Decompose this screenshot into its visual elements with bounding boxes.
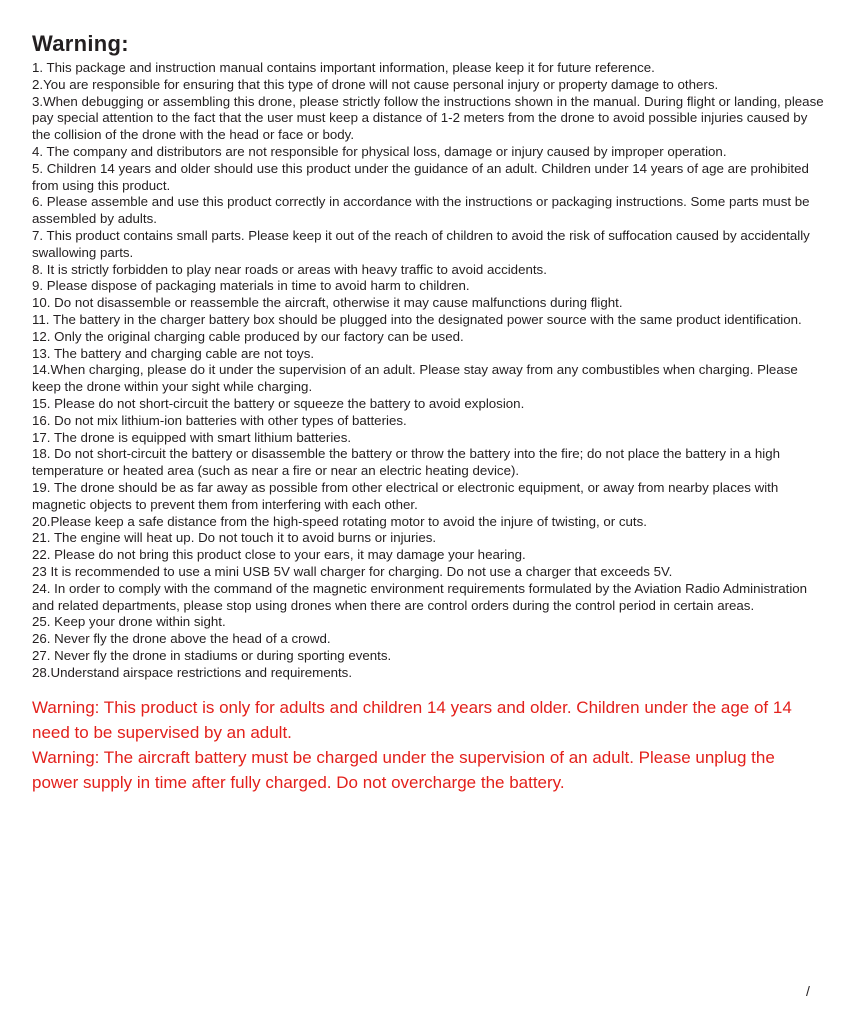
list-item: 24. In order to comply with the command of the magnetic environment requirements formulated by the Aviation Radio Administration and related departments, please stop using drones when there are control orders during the control period in certain areas. xyxy=(32,580,808,613)
list-item: 28.Understand airspace restrictions and requirements. xyxy=(32,664,353,680)
list-item: 13. The battery and charging cable are not toys. xyxy=(32,345,315,361)
list-item: 18. Do not short-circuit the battery or disassemble the battery or throw the battery into the fire; do not place the battery in a high temperature or heated area (such as near a fire or near an electric heating device). xyxy=(32,446,780,479)
list-item: 26. Never fly the drone above the head of a crowd. xyxy=(32,631,331,647)
list-item: 2.You are responsible for ensuring that this type of drone will not cause personal injury or property damage to others. xyxy=(32,76,719,92)
list-item: 22. Please do not bring this product close to your ears, it may damage your hearing. xyxy=(32,547,526,563)
list-item: 4. The company and distributors are not responsible for physical loss, damage or injury caused by improper operation. xyxy=(32,143,727,159)
warning-document xyxy=(32,30,824,795)
red-warning-age: Warning: This product is only for adults and children 14 years and older. Children under the age of 14 need to be supervised by an adult. xyxy=(32,698,792,743)
list-item: 9. Please dispose of packaging materials in time to avoid harm to children. xyxy=(32,278,470,294)
red-warning-block xyxy=(32,695,824,795)
list-item: 10. Do not disassemble or reassemble the aircraft, otherwise it may cause malfunctions during flight. xyxy=(32,295,623,311)
list-item: 17. The drone is equipped with smart lithium batteries. xyxy=(32,429,352,445)
list-item: 6. Please assemble and use this product correctly in accordance with the instructions or packaging instructions. Some parts must be assembled by adults. xyxy=(32,194,810,227)
red-warning-battery: Warning: The aircraft battery must be charged under the supervision of an adult. Please unplug the power supply in time after fully charged. Do not overcharge the battery. xyxy=(32,748,775,793)
list-item: 14.When charging, please do it under the supervision of an adult. Please stay away from any combustibles when charging. Please keep the drone within your sight while charging. xyxy=(32,362,798,395)
page-mark: / xyxy=(806,983,810,999)
list-item: 11. The battery in the charger battery box should be plugged into the designated power source with the same product identification. xyxy=(32,311,802,327)
warning-list xyxy=(32,60,824,681)
list-item: 27. Never fly the drone in stadiums or during sporting events. xyxy=(32,647,392,663)
list-item: 8. It is strictly forbidden to play near roads or areas with heavy traffic to avoid accidents. xyxy=(32,261,547,277)
list-item: 3.When debugging or assembling this drone, please strictly follow the instructions shown in the manual. During flight or landing, please pay special attention to the fact that the user must keep a distance of 1-2 meters from the drone to avoid possible injuries caused by the collision of the drone with the head or face or body. xyxy=(32,93,824,143)
list-item: 25. Keep your drone within sight. xyxy=(32,614,226,630)
list-item: 16. Do not mix lithium-ion batteries with other types of batteries. xyxy=(32,412,407,428)
list-item: 1. This package and instruction manual contains important information, please keep it for future reference. xyxy=(32,60,655,75)
list-item: 23 It is recommended to use a mini USB 5V wall charger for charging. Do not use a charger that exceeds 5V. xyxy=(32,563,673,579)
list-item: 19. The drone should be as far away as possible from other electrical or electronic equipment, or away from nearby places with magnetic objects to prevent them from interfering with each other. xyxy=(32,479,779,512)
list-item: 20.Please keep a safe distance from the high-speed rotating motor to avoid the injure of twisting, or cuts. xyxy=(32,513,647,529)
list-item: 7. This product contains small parts. Please keep it out of the reach of children to avoid the risk of suffocation caused by accidentally swallowing parts. xyxy=(32,227,810,260)
list-item: 21. The engine will heat up. Do not touch it to avoid burns or injuries. xyxy=(32,530,437,546)
list-item: 15. Please do not short-circuit the battery or squeeze the battery to avoid explosion. xyxy=(32,395,525,411)
page-title: Warning: xyxy=(32,31,129,56)
list-item: 12. Only the original charging cable produced by our factory can be used. xyxy=(32,328,464,344)
list-item: 5. Children 14 years and older should use this product under the guidance of an adult. Children under 14 years of age are prohibited from using this product. xyxy=(32,160,809,193)
